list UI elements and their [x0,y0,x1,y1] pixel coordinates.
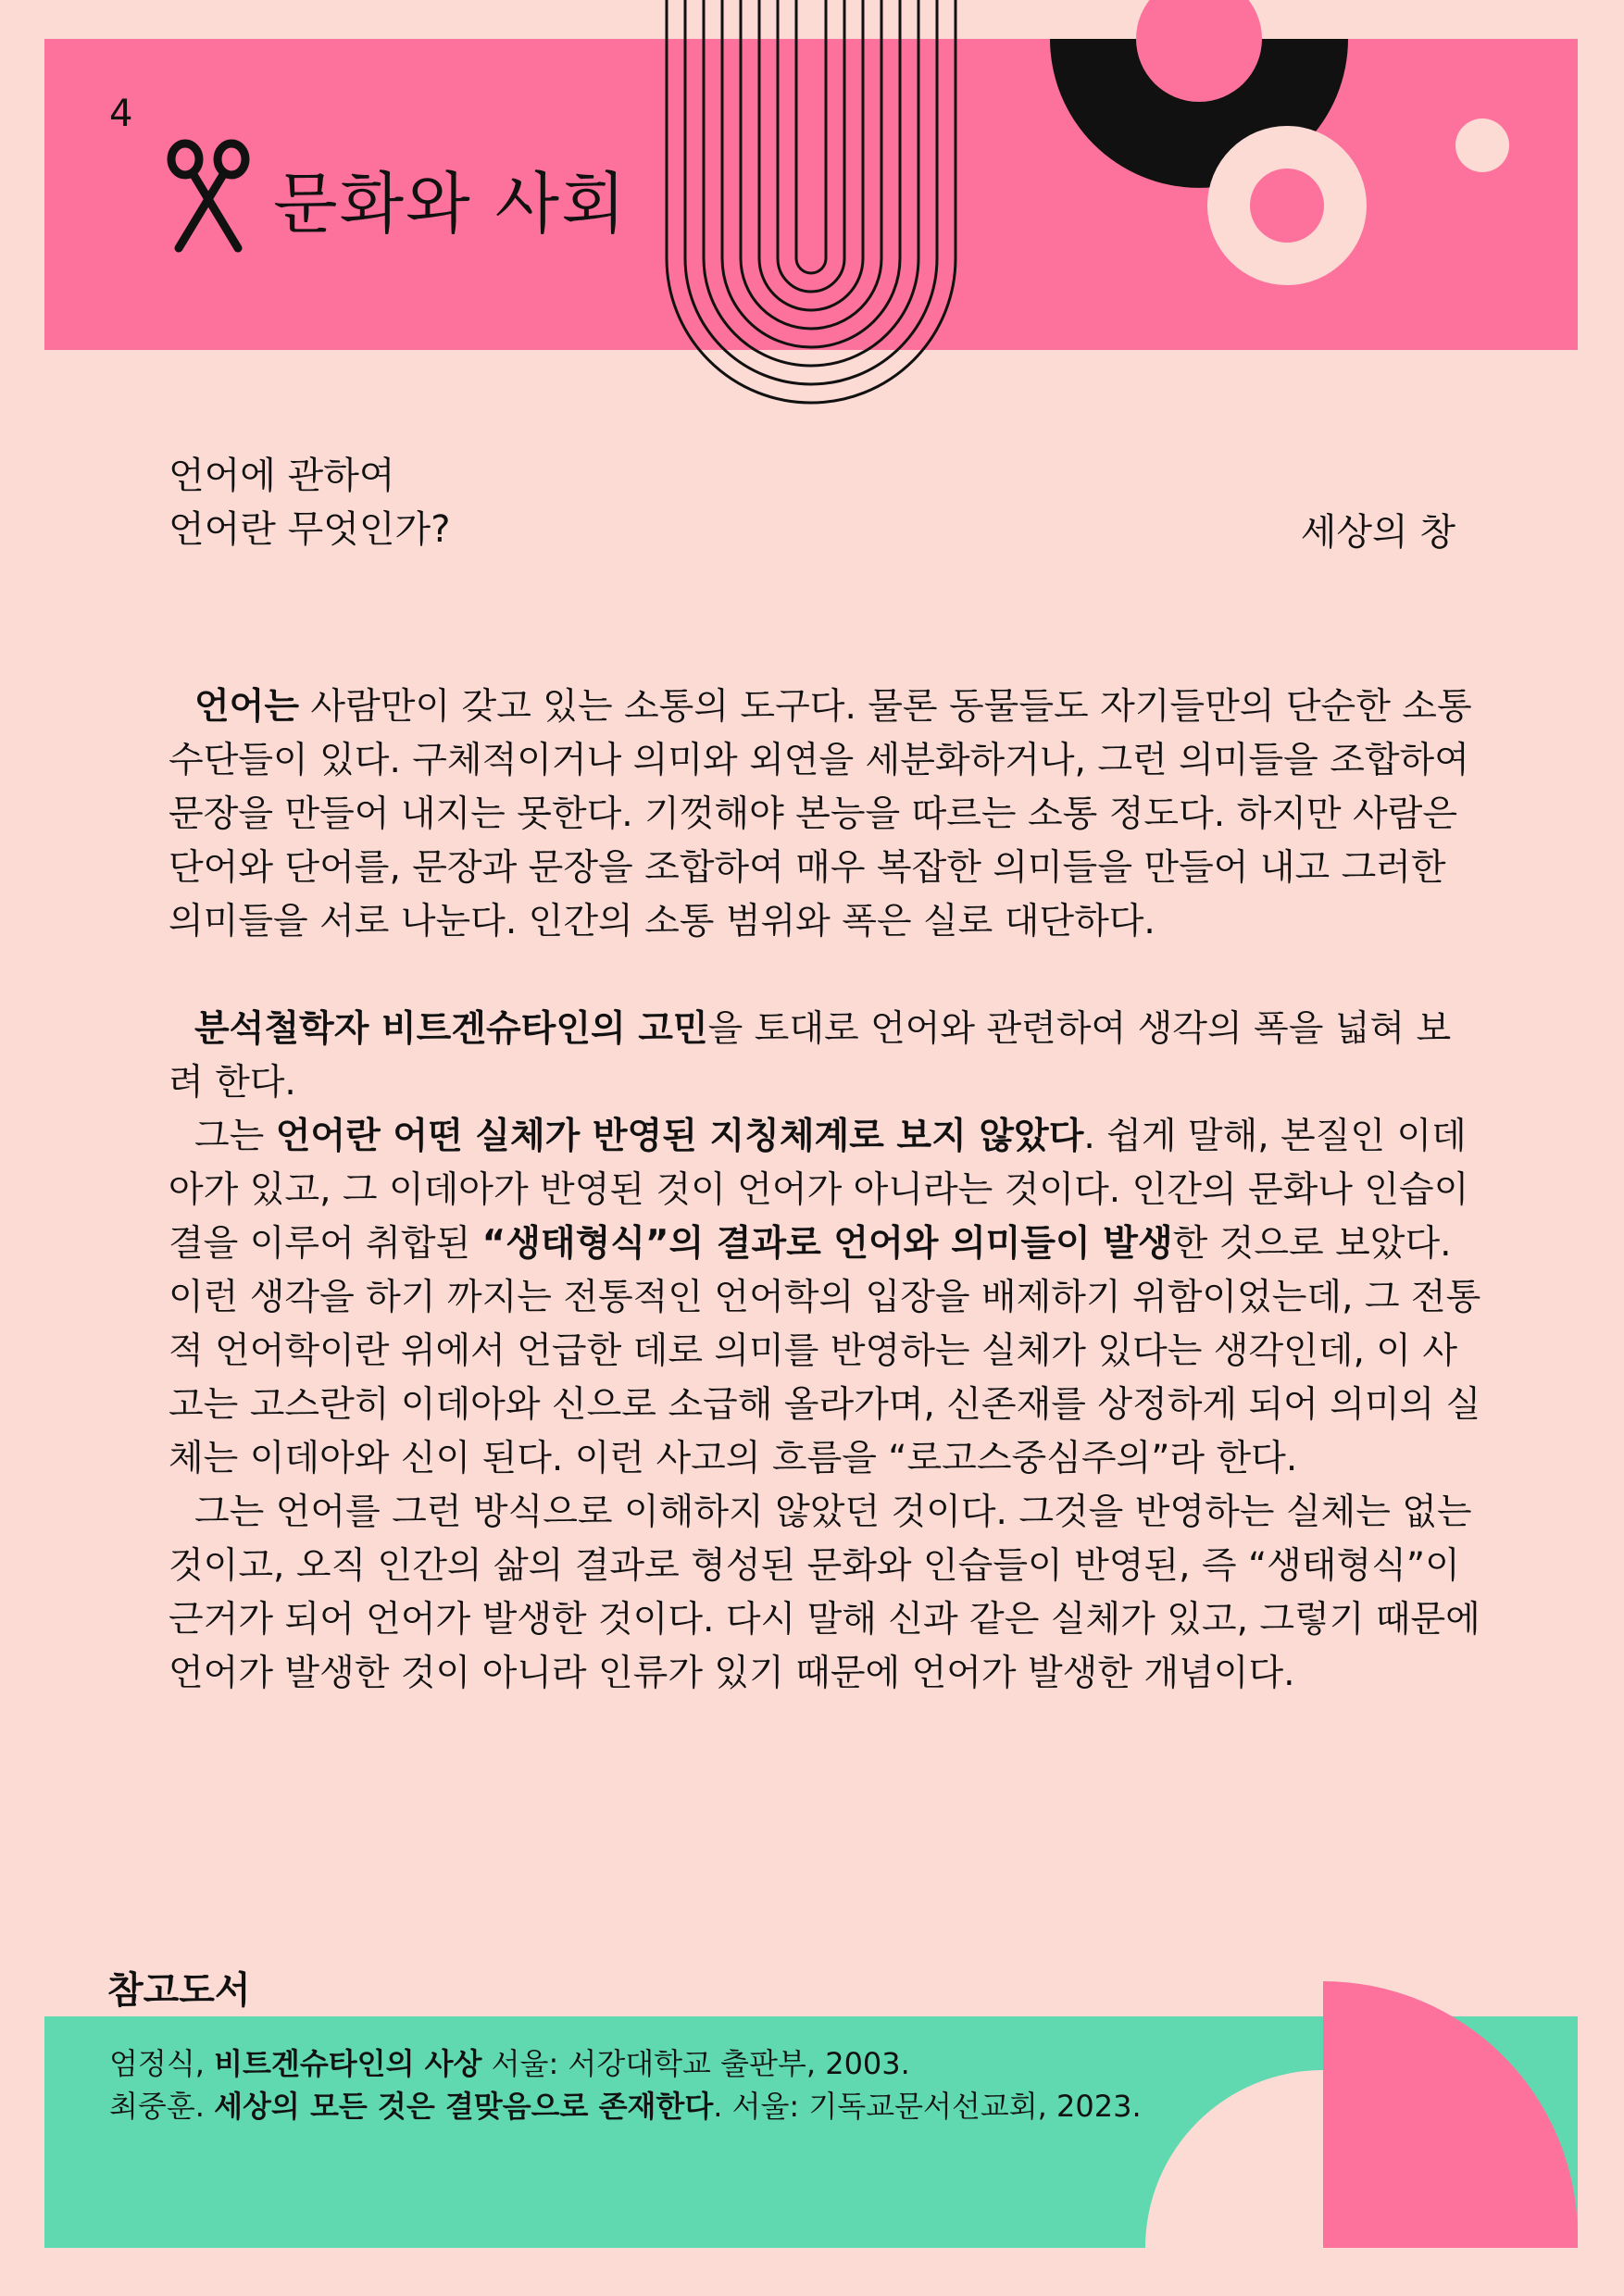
page-number: 4 [109,93,133,135]
paragraph-1-bold: 언어는 [194,686,300,728]
references-title: 참고도서 [107,1969,251,2012]
paragraph-3 [169,1110,1483,1486]
paragraph-3-bold-1: 언어란 어떤 실체가 반영된 지칭체계로 보지 않았다 [275,1116,1084,1157]
reference-1-title: 비트겐슈타인의 사상 [214,2046,482,2081]
paragraph-3-bold-2: “생태형식”의 결과로 언어와 의미들이 발생 [481,1223,1173,1265]
reference-1-publisher: 서울: 서강대학교 출판부, 2003. [481,2046,910,2081]
pink-quarter-circle [1323,1981,1578,2248]
paragraph-4 [169,1486,1483,1701]
reference-2-author: 최중훈. [109,2089,215,2124]
paragraph-4-text: 그는 언어를 그런 방식으로 이해하지 않았던 것이다. 그것을 반영하는 실체는 없는 것이고, 오직 인간의 삶의 결과로 형성된 문화와 인습들이 반영된, 즉 “생태형식”이 근거가 되어 언어가 발생한 것이다. 다시 말해 신과 같은 실체가 있고, 그렇기 때문에 언어가 발생한 것이 아니라 인류가 있기 때문에 언어가 발생한 개념이다. [169,1491,1480,1694]
reference-1 [109,2042,1142,2085]
paragraph-3-lead: 그는 [194,1116,276,1157]
paragraph-3-text-2: 한 것으로 보았다. 이런 생각을 하기 까지는 전통적인 언어학의 입장을 배제하기 위함이었는데, 그 전통적 언어학이란 위에서 언급한 데로 의미를 반영하는 실체가 있다는 생각인데, 이 사고는 고스란히 이데아와 신으로 소급해 올라가며, 신존재를 상정하게 되어 의미의 실체는 이데아와 신이 된다. 이런 사고의 흐름을 “로고스중심주의”라 한다. [169,1223,1481,1479]
paragraph-2 [169,1003,1483,1110]
series-name: 세상의 창 [1300,511,1455,554]
scissors-icon [162,137,255,256]
section-title: 문화와 사회 [273,165,628,243]
concentric-arches [662,0,960,407]
reference-2 [109,2085,1142,2128]
reference-2-publisher: . 서울: 기독교문서선교회, 2023. [713,2089,1142,2124]
paragraph-3-text-1: . 쉽게 말해, 본질인 이데아가 있고, 그 이데아가 반영된 것이 언어가 아니라는 것이다. 인간의 문화나 인습이 결을 이루어 취합된 [169,1116,1469,1265]
references-list [109,2042,1142,2128]
article-body [169,680,1483,1701]
paragraph-2-bold: 분석철학자 비트겐슈타인의 고민 [194,1008,708,1050]
light-quarter-circle [1145,2070,1323,2248]
reference-2-title: 세상의 모든 것은 결맞음으로 존재한다 [214,2089,714,2124]
paragraph-1 [169,680,1483,949]
reference-1-author: 엄정식, [109,2046,215,2081]
subtitle-line-1: 언어에 관하여 [169,455,395,497]
paragraph-2-text: 을 토대로 언어와 관련하여 생각의 폭을 넓혀 보려 한다. [169,1008,1452,1104]
paragraph-1-text: 사람만이 갖고 있는 소통의 도구다. 물론 동물들도 자기들만의 단순한 소통 수단들이 있다. 구체적이거나 의미와 외연을 세분화하거나, 그런 의미들을 조합하여 문장을 만들어 내지는 못한다. 기껏해야 본능을 따르는 소통 정도다. 하지만 사람은 단어와 단어를, 문장과 문장을 조합하여 매우 복잡한 의미들을 만들어 내고 그러한 의미들을 서로 나눈다. 인간의 소통 범위와 폭은 실로 대단하다. [169,686,1472,942]
subtitle-line-2: 언어란 무엇인가? [169,508,451,551]
article-subtitle [169,449,450,556]
